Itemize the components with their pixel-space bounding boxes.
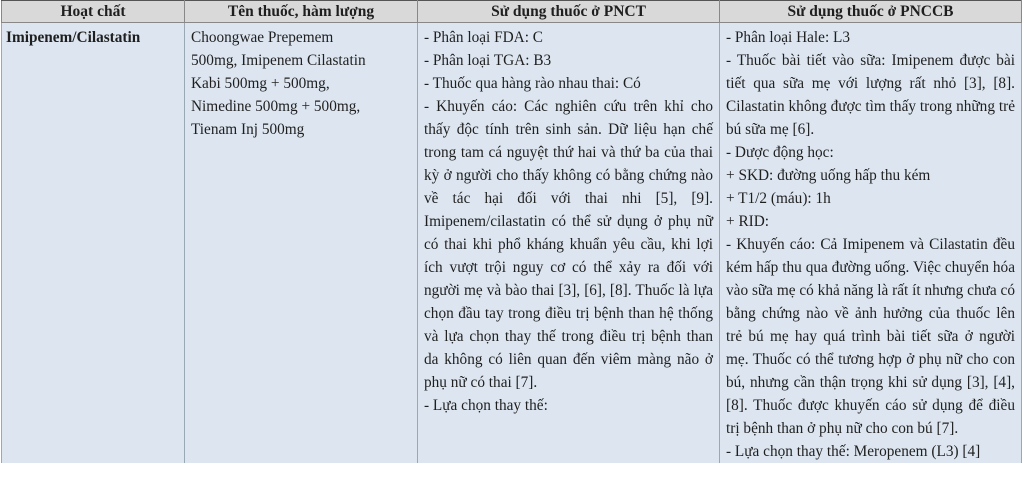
active-ingredient-cell: Imipenem/Cilastatin [2,23,185,464]
header-row [2,1,1022,23]
pregnancy-alternative: - Lựa chọn thay thế: [424,397,548,414]
drug-names-cell [185,23,418,464]
breastfeeding-milk-excretion: - Thuốc bài tiết vào sữa: Imipenem được bài tiết qua sữa mẹ với lượng rất nhỏ [3], [8]. Cilastatin không được tìm thấy trong những trẻ bú sữa mẹ [6]. [726,52,1015,138]
breastfeeding-bioavailability: + SKD: đường uống hấp thu kém [726,167,931,184]
drug-name-line: 500mg, Imipenem Cilastatin [191,52,366,69]
header-pregnancy-use: Sử dụng thuốc ở PNCT [418,1,720,23]
pregnancy-tga-category: - Phân loại TGA: B3 [424,52,552,69]
pregnancy-fda-category: - Phân loại FDA: C [424,29,543,46]
pregnancy-use-cell [418,23,720,464]
breastfeeding-rid: + RID: [726,213,770,230]
drug-name-line: Tienam Inj 500mg [191,121,305,138]
breastfeeding-pharmacokinetics: - Dược động học: [726,144,834,161]
header-active-ingredient: Hoạt chất [2,1,185,23]
drug-name-line: Choongwae Prepemem [191,29,334,46]
breastfeeding-alternative: - Lựa chọn thay thế: Meropenem (L3) [4] [726,443,981,460]
breastfeeding-recommendation: - Khuyến cáo: Cả Imipenem và Cilastatin đều kém hấp thu qua đường uống. Việc chuyển hóa vào sữa mẹ có khả năng là rất ít nhưng chưa có bằng chứng nào về ảnh hưởng của thuốc lên trẻ bú mẹ hay quá trình bài tiết sữa ở người mẹ. Thuốc có thể tương hợp ở phụ nữ cho con bú, nhưng cần thận trọng khi sử dụng [3], [4], [8]. Thuốc được khuyến cáo sử dụng để điều trị bệnh than ở phụ nữ cho con bú [7]. [726,236,1015,437]
breastfeeding-use-cell [720,23,1022,464]
pregnancy-placenta-transfer: - Thuốc qua hàng rào nhau thai: Có [424,75,641,92]
breastfeeding-hale-category: - Phân loại Hale: L3 [726,29,851,46]
drug-name-line: Nimedine 500mg + 500mg, [191,98,361,115]
breastfeeding-half-life: + T1/2 (máu): 1h [726,190,831,207]
table-row [2,23,1022,464]
pregnancy-recommendation: - Khuyến cáo: Các nghiên cứu trên khỉ cho thấy độc tính trên sinh sản. Dữ liệu hạn chế trong tam cá nguyệt thứ hai và thứ ba của thai kỳ ở người cho thấy không có bằng chứng nào về tác hại đối với thai nhi [5], [9]. Imipenem/cilastatin có thể sử dụng ở phụ nữ có thai khi phổ kháng khuẩn yêu cầu, khi lợi ích vượt trội nguy cơ có thể xảy ra đối với người mẹ và bào thai [3], [6], [8]. Thuốc là lựa chọn đầu tay trong điều trị bệnh than hệ thống và lựa chọn thay thế trong điều trị bệnh than da không có liên quan đến viêm màng não ở phụ nữ có thai [7]. [424,98,713,391]
header-breastfeeding-use: Sử dụng thuốc ở PNCCB [720,1,1022,23]
drug-info-table [1,0,1022,463]
drug-name-line: Kabi 500mg + 500mg, [191,75,330,92]
header-drug-name: Tên thuốc, hàm lượng [185,1,418,23]
